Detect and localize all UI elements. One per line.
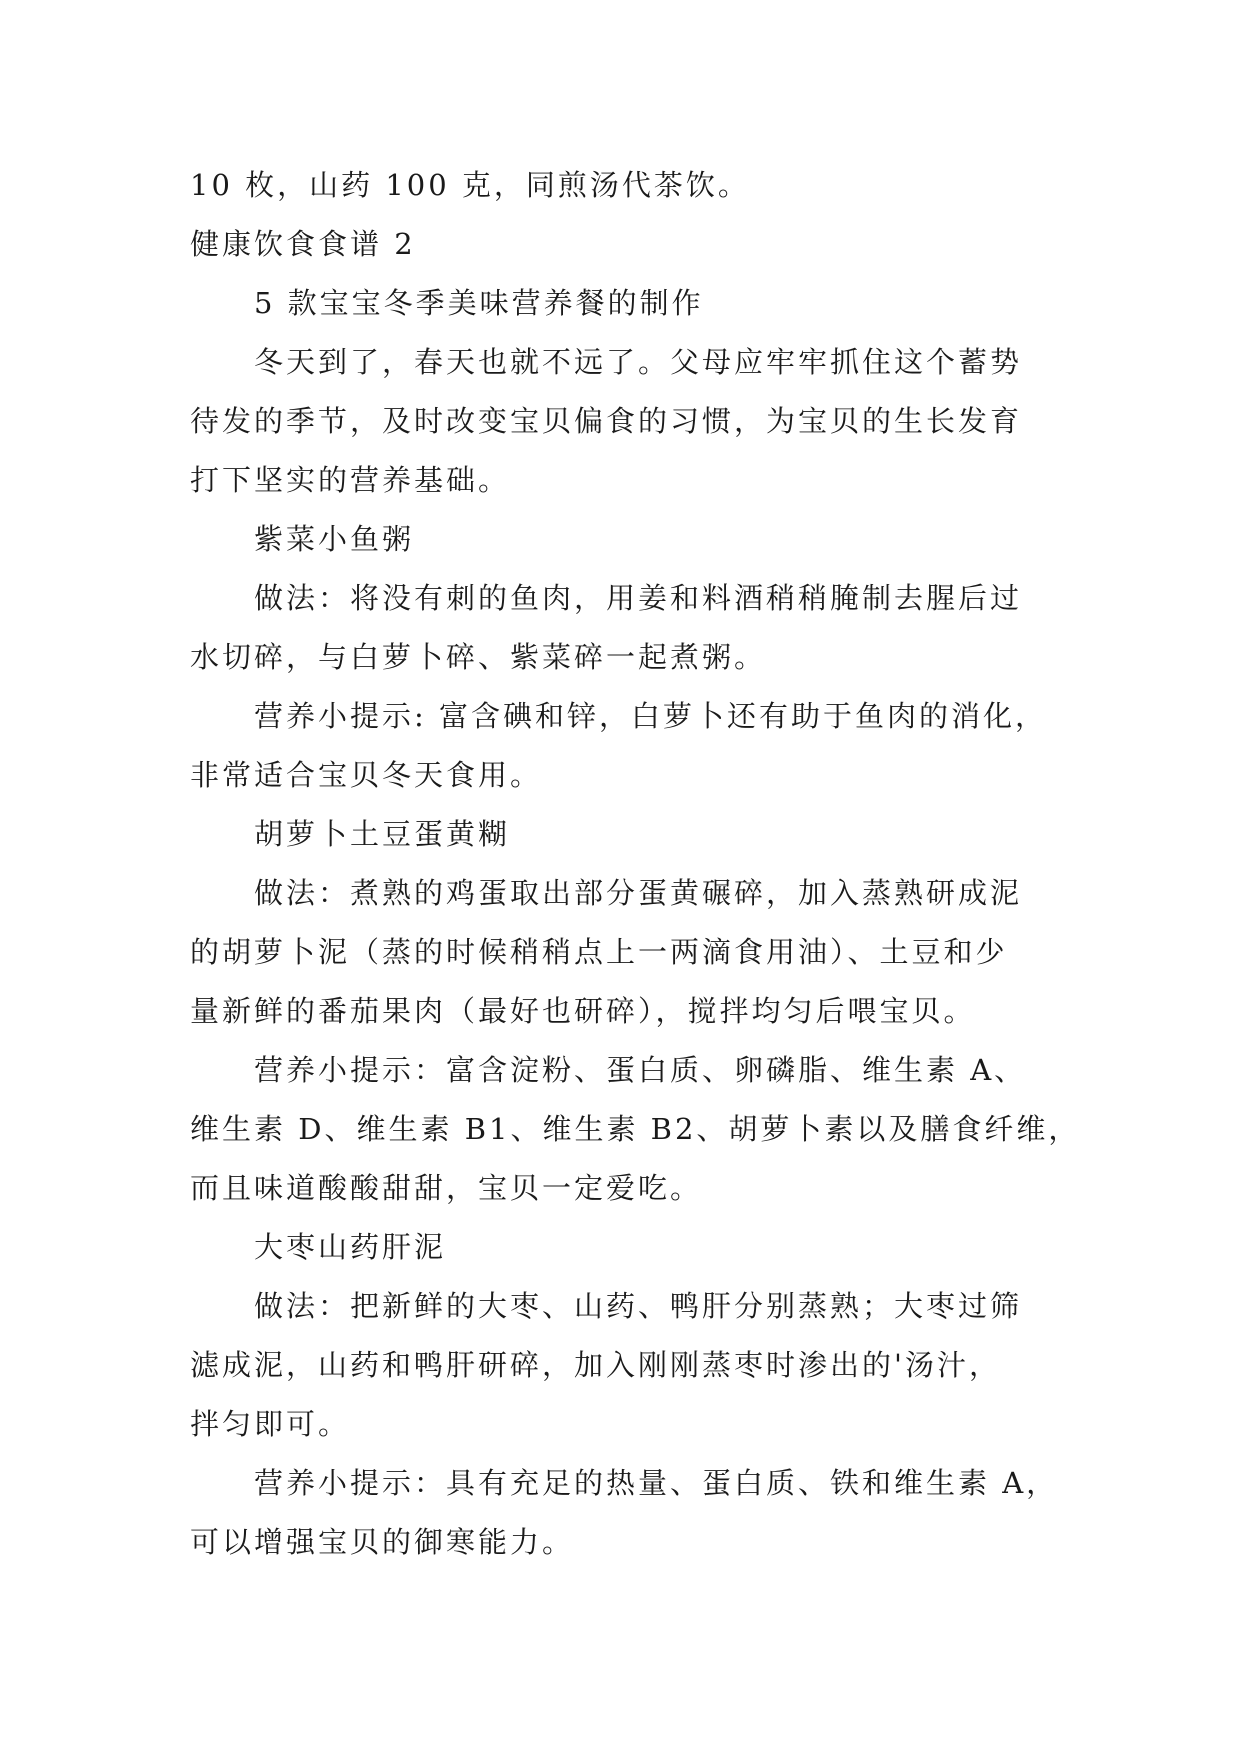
text-line: 非常适合宝贝冬天食用。 bbox=[190, 758, 543, 792]
recipe-title: 胡萝卜土豆蛋黄糊 bbox=[254, 817, 511, 851]
text-line: 水切碎，与白萝卜碎、紫菜碎一起煮粥。 bbox=[190, 640, 767, 674]
article-title: 5 款宝宝冬季美味营养餐的制作 bbox=[254, 286, 704, 320]
text-line: 做法：将没有刺的鱼肉，用姜和料酒稍稍腌制去腥后过 bbox=[254, 581, 1023, 615]
text-line: 营养小提示：富含淀粉、蛋白质、卵磷脂、维生素 A、 bbox=[254, 1053, 1027, 1087]
text-line: 营养小提示: 富含碘和锌，白萝卜还有助于鱼肉的消化， bbox=[254, 699, 1047, 733]
text-line: 冬天到了，春天也就不远了。父母应牢牢抓住这个蓄势 bbox=[254, 345, 1023, 379]
text-line: 待发的季节，及时改变宝贝偏食的习惯，为宝贝的生长发育 bbox=[190, 404, 1023, 438]
text-line: 而且味道酸酸甜甜，宝贝一定爱吃。 bbox=[190, 1171, 703, 1205]
text-line: 10 枚，山药 100 克，同煎汤代茶饮。 bbox=[190, 168, 750, 202]
text-line: 拌匀即可。 bbox=[190, 1407, 351, 1441]
text-line: 的胡萝卜泥（蒸的时候稍稍点上一两滴食用油）、土豆和少 bbox=[190, 935, 1008, 969]
recipe-title: 大枣山药肝泥 bbox=[254, 1230, 447, 1264]
section-heading: 健康饮食食谱 2 bbox=[190, 227, 416, 261]
text-line: 可以增强宝贝的御寒能力。 bbox=[190, 1525, 575, 1559]
text-line: 维生素 D、维生素 B1、维生素 B2、胡萝卜素以及膳食纤维， bbox=[190, 1112, 1081, 1146]
text-line: 营养小提示：具有充足的热量、蛋白质、铁和维生素 A， bbox=[254, 1466, 1059, 1500]
text-line: 量新鲜的番茄果肉（最好也研碎），搅拌均匀后喂宝贝。 bbox=[190, 994, 976, 1028]
text-line: 打下坚实的营养基础。 bbox=[190, 463, 511, 497]
text-line: 做法：把新鲜的大枣、山药、鸭肝分别蒸熟；大枣过筛 bbox=[254, 1289, 1023, 1323]
text-line: 滤成泥，山药和鸭肝研碎，加入刚刚蒸枣时渗出的'汤汁， bbox=[190, 1348, 1001, 1382]
text-line: 做法：煮熟的鸡蛋取出部分蛋黄碾碎，加入蒸熟研成泥 bbox=[254, 876, 1023, 910]
recipe-title: 紫菜小鱼粥 bbox=[254, 522, 415, 556]
